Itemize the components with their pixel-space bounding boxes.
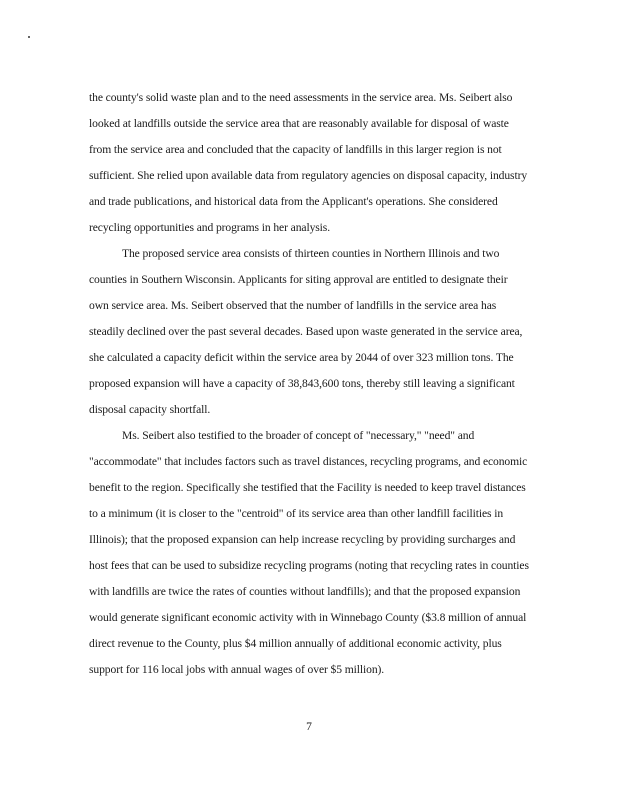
- paragraph-2-line-4: steadily declined over the past several decades. Based upon waste generated in the service area,: [89, 325, 523, 338]
- paragraph-1-line-6: recycling opportunities and programs in her analysis.: [89, 221, 331, 234]
- paragraph-1-line-2: looked at landfills outside the service area that are reasonably available for disposal of waste: [89, 117, 509, 130]
- paragraph-1-line-3: from the service area and concluded that the capacity of landfills in this larger region is not: [89, 143, 502, 156]
- paragraph-1-line-1: the county's solid waste plan and to the need assessments in the service area. Ms. Seibert also: [89, 91, 513, 104]
- page-number: 7: [306, 720, 312, 733]
- paragraph-1-line-5: and trade publications, and historical data from the Applicant's operations. She considered: [89, 195, 498, 208]
- paragraph-3-line-10: support for 116 local jobs with annual wages of over $5 million).: [89, 663, 385, 676]
- paragraph-3-line-5: Illinois); that the proposed expansion can help increase recycling by providing surcharges and: [89, 533, 516, 546]
- paragraph-2-line-2: counties in Southern Wisconsin. Applicants for siting approval are entitled to designate their: [89, 273, 508, 286]
- paragraph-3-line-9: direct revenue to the County, plus $4 million annually of additional economic activity, plus: [89, 637, 502, 650]
- paragraph-1-line-4: sufficient. She relied upon available data from regulatory agencies on disposal capacity, industry: [89, 169, 528, 182]
- paragraph-2-line-7: disposal capacity shortfall.: [89, 403, 211, 416]
- paragraph-3-line-2: "accommodate" that includes factors such as travel distances, recycling programs, and economic: [89, 455, 528, 468]
- scan-speck: [28, 36, 30, 38]
- paragraph-3-line-7: with landfills are twice the rates of counties without landfills); and that the proposed expansion: [89, 585, 521, 598]
- paragraph-3-line-1: Ms. Seibert also testified to the broader of concept of "necessary," "need" and: [122, 429, 475, 442]
- paragraph-2-line-5: she calculated a capacity deficit within the service area by 2044 of over 323 million tons. The: [89, 351, 514, 364]
- paragraph-2-line-3: own service area. Ms. Seibert observed that the number of landfills in the service area has: [89, 299, 497, 312]
- paragraph-3-line-8: would generate significant economic activity with in Winnebago County ($3.8 million of annual: [89, 611, 527, 624]
- paragraph-2-line-6: proposed expansion will have a capacity of 38,843,600 tons, thereby still leaving a significant: [89, 377, 515, 390]
- paragraph-2-line-1: The proposed service area consists of thirteen counties in Northern Illinois and two: [122, 247, 500, 260]
- paragraph-3-line-6: host fees that can be used to subsidize recycling programs (noting that recycling rates in counties: [89, 559, 529, 572]
- paragraph-3-line-3: benefit to the region. Specifically she testified that the Facility is needed to keep travel distances: [89, 481, 526, 494]
- paragraph-3-line-4: to a minimum (it is closer to the "centroid" of its service area than other landfill facilities in: [89, 507, 504, 520]
